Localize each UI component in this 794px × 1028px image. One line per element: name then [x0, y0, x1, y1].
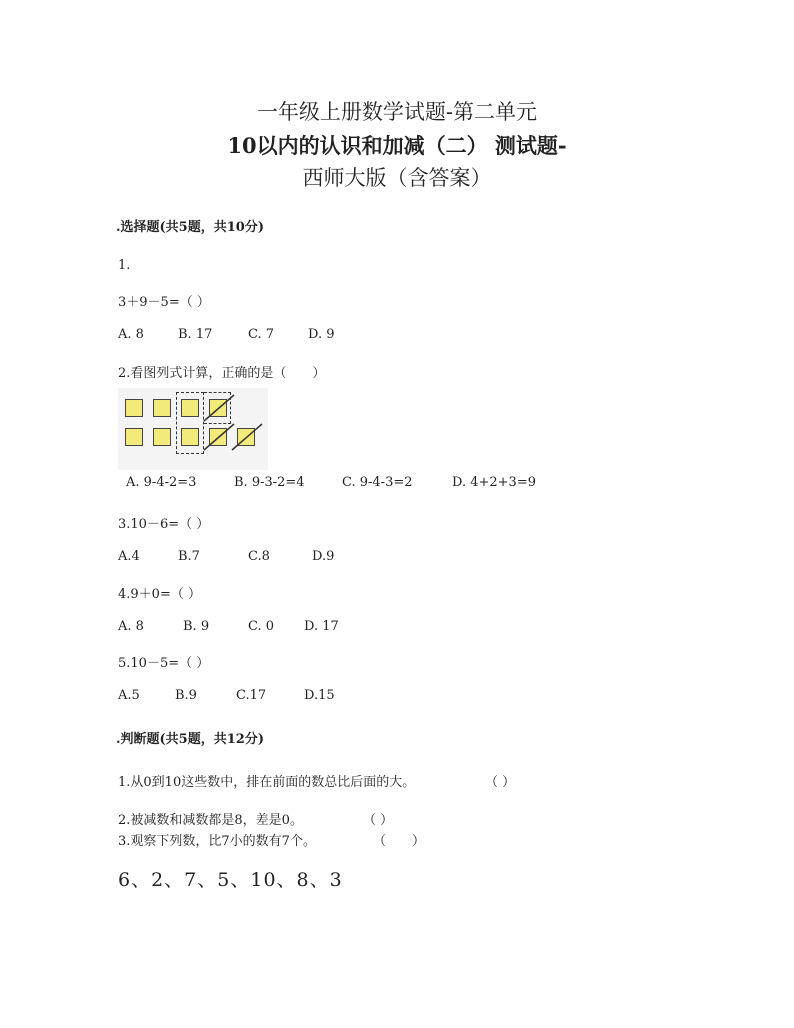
q5-option-a[interactable]: A.5	[118, 688, 140, 703]
judgement-2-blank[interactable]: （ ）	[363, 813, 394, 828]
judgement-3-stem: 3.观察下列数，比7小的数有7个。	[118, 834, 316, 849]
title-line-1: 一年级上册数学试题-第二单元	[256, 100, 538, 124]
question-4-stem: 4.9＋0=（ ）	[118, 587, 201, 602]
q3-option-b[interactable]: B.7	[178, 549, 200, 564]
title-line-2: 10以内的认识和加减（二） 测试题-	[227, 133, 567, 158]
q4-option-b[interactable]: B. 9	[183, 619, 210, 634]
q2-option-b[interactable]: B. 9-3-2=4	[234, 475, 305, 490]
q2-option-a[interactable]: A. 9-4-2=3	[126, 475, 197, 490]
judgement-2-stem: 2.被减数和减数都是8，差是0。	[118, 813, 303, 828]
question-3-stem: 3.10－6=（ ）	[118, 517, 210, 532]
judgement-1-stem: 1.从0到10这些数中，排在前面的数总比后面的大。	[118, 775, 416, 790]
question-5-stem: 5.10－5=（ ）	[118, 656, 210, 671]
q4-option-d[interactable]: D. 17	[304, 619, 339, 634]
q2-option-d[interactable]: D. 4+2+3=9	[452, 475, 536, 490]
q5-option-b[interactable]: B.9	[175, 688, 197, 703]
q1-option-c[interactable]: C. 7	[248, 327, 275, 342]
q3-option-a[interactable]: A.4	[118, 549, 140, 564]
q4-option-c[interactable]: C. 0	[248, 619, 275, 634]
section-heading-judgement: .判断题(共5题，共12分)	[116, 732, 264, 747]
q2-option-c[interactable]: C. 9-4-3=2	[342, 475, 413, 490]
question-1-number: 1.	[118, 258, 131, 273]
question-1-expression: 3＋9－5=（ ）	[118, 295, 210, 310]
strike-lines	[118, 388, 268, 470]
judgement-3-blank[interactable]: （ ）	[373, 834, 426, 849]
counting-squares-figure	[118, 388, 268, 470]
q1-option-a[interactable]: A. 8	[118, 327, 144, 342]
judgement-1-blank[interactable]: （ ）	[485, 775, 516, 790]
question-2-stem: 2.看图列式计算，正确的是（ ）	[118, 366, 326, 381]
q3-option-c[interactable]: C.8	[248, 549, 270, 564]
q5-option-d[interactable]: D.15	[304, 688, 335, 703]
q4-option-a[interactable]: A. 8	[118, 619, 144, 634]
number-sequence: 6、2、7、5、10、8、3	[118, 869, 343, 891]
section-heading-choice: .选择题(共5题，共10分)	[116, 220, 264, 235]
q1-option-b[interactable]: B. 17	[178, 327, 213, 342]
q3-option-d[interactable]: D.9	[312, 549, 335, 564]
title-line-3: 西师大版（含答案）	[302, 166, 492, 190]
q1-option-d[interactable]: D. 9	[308, 327, 335, 342]
q5-option-c[interactable]: C.17	[236, 688, 267, 703]
